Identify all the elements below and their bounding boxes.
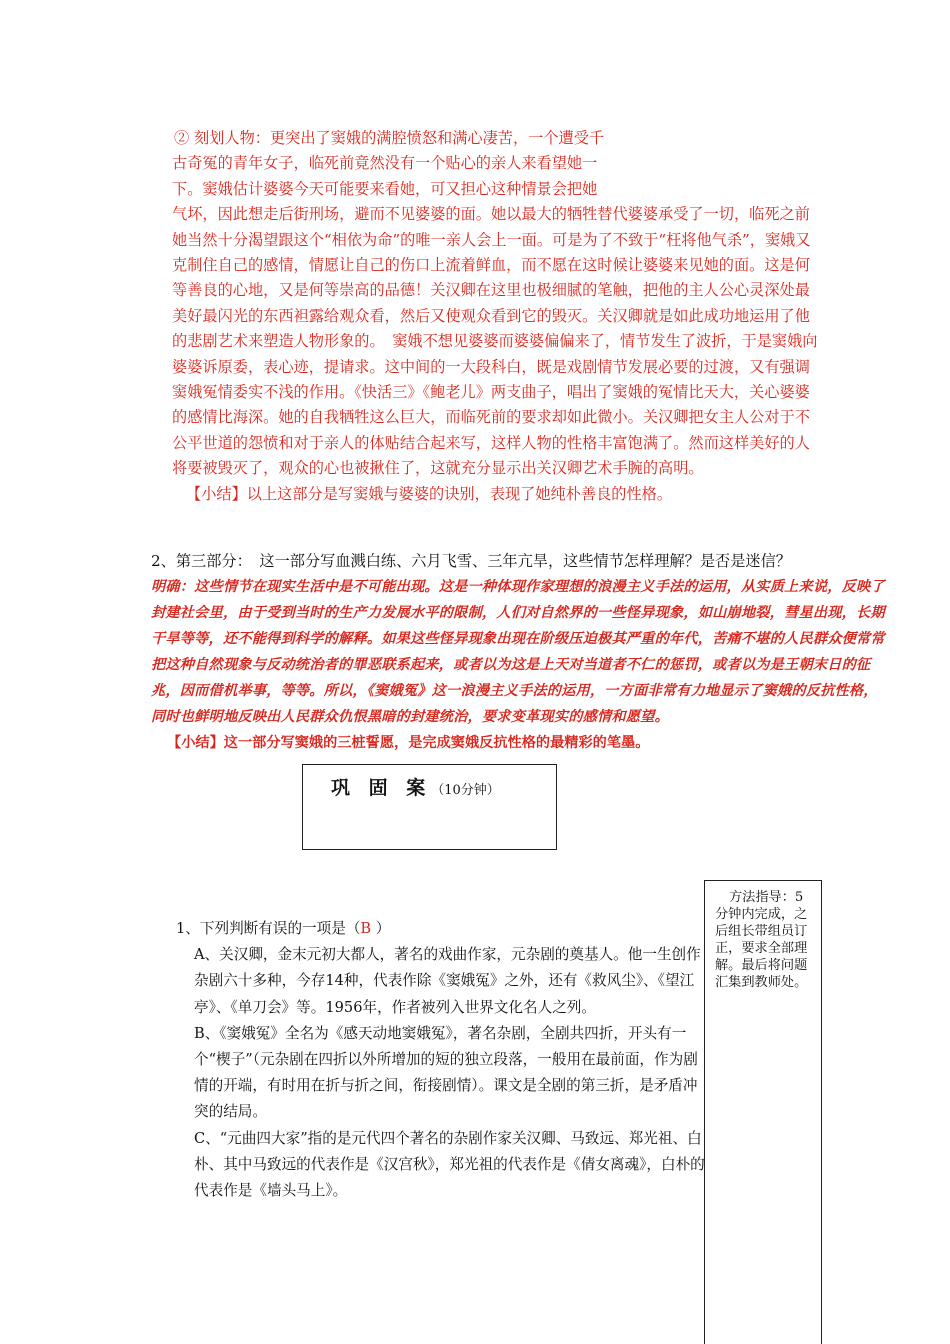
- exercise-option-a: A、关汉卿，金末元初大都人，著名的戏曲作家，元杂剧的奠基人。他一生创作杂剧六十多种，今存14种，代表作除《窦娥冤》之外，还有《救风尘》、《望江亭》、《单刀会》等。1956年，作者被列入世界文化名人之列。: [194, 946, 701, 1016]
- exercise-section: [176, 916, 706, 1204]
- part-three-question: 2、第三部分： 这一部分写血溅白练、六月飞雪、三年亢旱，这些情节怎样理解？是否是迷信？: [151, 552, 791, 570]
- method-guide-box: [704, 880, 822, 1344]
- exercise-answer: B: [360, 920, 372, 937]
- exercise-question: 1、下列判断有误的一项是（B ）: [176, 920, 391, 937]
- section-summary: [172, 482, 818, 507]
- analysis-line: 古奇冤的青年女子，临死前竟然没有一个贴心的亲人来看望她一: [172, 154, 598, 173]
- analysis-line: ② 刻划人物：更突出了窦娥的满腔愤怒和满心凄苦，一个遭受千: [174, 129, 605, 147]
- analysis-paragraph: 气坏，因此想走后街刑场，避而不见婆婆的面。她以最大的牺牲替代婆婆承受了一切，临死之前她当然十分渴望跟这个“相依为命”的唯一亲人会上一面。可是为了不致于“枉将他气杀”，窦娥又克制住自己的感情，情愿让自己的伤口上流着鲜血，而不愿在这时候让婆婆来见她的面。这是何等善良的心地，又是何等崇高的品德！关汉卿在这里也极细腻的笔触，把他的主人公心灵深处最美好最闪光的东西袒露给观众看，然后又使观众看到它的毁灭。关汉卿就是如此成功地运用了他的悲剧艺术来塑造人物形象的。 窦娥不想见婆婆而婆婆偏偏来了，情节发生了波折，于是窦娥向婆婆诉原委，表心迹，提请求。这中间的一大段科白，既是戏剧情节发展必要的过渡，又有强调窦娥冤情委实不浅的作用。《快活三》《鲍老儿》两支曲子，唱出了窦娥的冤情比天大，关心婆婆的感情比海深。她的自我牺牲这么巨大，而临死前的要求却如此微小。关汉卿把女主人公对于不公平世道的怨愤和对于亲人的体贴结合起来写，这样人物的性格丰富饱满了。然而这样美好的人将要被毁灭了，观众的心也被揪住了，这就充分显示出关汉卿艺术手腕的高明。: [172, 205, 818, 478]
- exercise-option-c: C、“元曲四大家”指的是元代四个著名的杂剧作家关汉卿、马致远、郑光祖、白朴、其中马致远的代表作是《汉宫秋》，郑光祖的代表作是《倩女离魂》，白朴的代表作是《墙头马上》。: [194, 1129, 705, 1200]
- part-three-answer: 明确：这些情节在现实生活中是不可能出现。这是一种体现作家理想的浪漫主义手法的运用，从实质上来说，反映了封建社会里，由于受到当时的生产力发展水平的限制，人们对自然界的一些怪异现象，如山崩地裂，彗星出现，长期干旱等等，还不能得到科学的解释。如果这些怪异现象出现在阶级压迫极其严重的年代，苦痛不堪的人民群众便常常把这种自然现象与反动统治者的罪恶联系起来，或者以为这是上天对当道者不仁的惩罚，或者以为是王朝末日的征兆，因而借机举事，等等。所以，《窦娥冤》这一浪漫主义手法的运用，一方面非常有力地显示了窦娥的反抗性格，同时也鲜明地反映出人民群众仇恨黑暗的封建统治，要求变革现实的感情和愿望。: [151, 579, 885, 725]
- consolidation-duration: （10分钟）: [431, 783, 500, 798]
- method-guide-text: 方法指导：5分钟内完成，之后组长带组员订正，要求全部理解。最后将问题汇集到教师处。: [715, 890, 808, 990]
- summary-text: 以上这部分是写窦娥与婆婆的诀别，表现了她纯朴善良的性格。: [246, 484, 672, 503]
- analysis-line: 下。窦娥估计婆婆今天可能要来看她，可又担心这种情景会把她: [172, 179, 598, 198]
- part-three-section: [151, 548, 891, 756]
- analysis-section: [172, 126, 818, 507]
- summary-tag: 【小结】: [186, 484, 247, 503]
- part-three-summary: 【小结】这一部分写窦娥的三桩誓愿，是完成窦娥反抗性格的最精彩的笔墨。: [167, 735, 650, 751]
- exercise-option-b: B、《窦娥冤》全名为《感天动地窦娥冤》，著名杂剧，全剧共四折，开头有一个“楔子”（元杂剧在四折以外所增加的短的独立段落，一般用在最前面，作为剧情的开端，有时用在折与折之间，衔接剧情）。课文是全剧的第三折，是矛盾冲突的结局。: [194, 1024, 698, 1121]
- consolidation-box: [302, 764, 557, 850]
- consolidation-title: 巩 固 案（10分钟）: [331, 777, 500, 799]
